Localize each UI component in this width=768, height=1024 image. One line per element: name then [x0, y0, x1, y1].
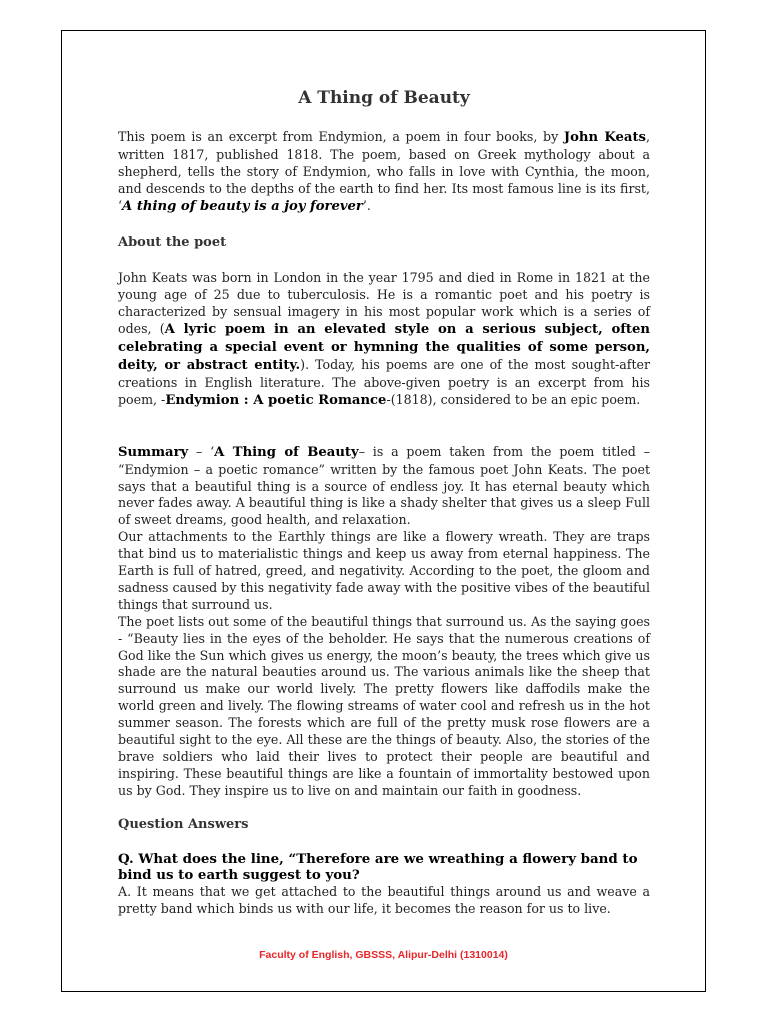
summary-text-2: – is a poem taken from the poem titled – “Endymion – a poetic romance” written by the famous poet John Keats. The poet says that a beautiful thing is a source of endless joy. It has eternal beauty which never fades away. A beautiful thing is like a shady shelter that gives us a sleep Full of sweet dreams, good health, and relaxation. — [118, 443, 650, 528]
qa-heading: Question Answers — [118, 816, 249, 832]
about-text-1: John Keats was born in London in the year 1795 and died in Rome in 1821 at the young age of 25 due to tuberculosis. He is a romantic poet and his poetry is characterized by sensual imagery in his most popular work which is a series of odes, ( — [118, 270, 650, 337]
about-paragraph — [118, 270, 650, 409]
intro-text-3: ’. — [362, 197, 371, 213]
question-text: Q. What does the line, “Therefore are we wreathing a flowery band to bind us to earth suggest to you? — [118, 850, 638, 884]
about-heading: About the poet — [118, 234, 227, 250]
intro-text-1: This poem is an excerpt from Endymion, a poem in four books, by — [118, 129, 564, 144]
document-content — [118, 87, 650, 917]
author-name: John Keats — [563, 130, 646, 145]
about-text-2: ). Today, his poems are one of the most sought-after creations in English literature. The above-given poetry is an excerpt from his poem, - — [118, 356, 650, 407]
ode-definition: A lyric poem in an elevated style on a serious subject, often celebrating a special event or hymning the qualities of some person, deity, or abstract entity. — [118, 322, 651, 373]
summary-text-1: – ‘ — [188, 443, 215, 459]
intro-text-2: , written 1817, published 1818. The poem, based on Greek mythology about a shepherd, tells the story of Endymion, who falls in love with Cynthia, the moon, and descends to the depths of the earth to find her. Its most famous line is its first, ‘ — [118, 129, 650, 213]
famous-line: A thing of beauty is a joy forever — [122, 198, 363, 214]
intro-paragraph — [118, 129, 650, 216]
summary-paragraph-1 — [118, 444, 650, 530]
footer-text: Faculty of English, GBSSS, Alipur-Delhi (1310014) — [259, 949, 508, 961]
page-title: A Thing of Beauty — [298, 88, 470, 108]
document-page — [61, 30, 706, 992]
about-text-3: -(1818), considered to be an epic poem. — [386, 391, 641, 407]
answer-text: A. It means that we get attached to the beautiful things around us and weave a pretty band which binds us with our life, it becomes the reason for us to live. — [118, 883, 650, 916]
summary-paragraph-3: The poet lists out some of the beautiful things that surround us. As the saying goes - “Beauty lies in the eyes of the beholder. He says that the numerous creations of God like the Sun which gives us energy, the moon’s beauty, the trees which give us shade are the natural beauties around us. The various animals like the sheep that surround us make our world lively. The pretty flowers like daffodils make the world green and lively. The flowing streams of water cool and refresh us in the hot summer season. The forests which are full of the pretty musk rose flowers are a beautiful sight to the eye. All these are the things of beauty. Also, the stories of the brave soldiers who laid their lives to protect their people are beautiful and inspiring. These beautiful things are like a fountain of immortality bestowed upon us by God. They inspire us to live on and maintain our faith in goodness. — [118, 613, 650, 798]
summary-paragraph-2: Our attachments to the Earthly things are like a flowery wreath. They are traps that bind us to materialistic things and keep us away from eternal happiness. The Earth is full of hatred, greed, and negativity. According to the poet, the gloom and sadness caused by this negativity fade away with the positive vibes of the beautiful things that surround us. — [118, 529, 650, 612]
poem-name: Endymion : A poetic Romance — [165, 392, 387, 408]
summary-poem-title: A Thing of Beauty — [214, 444, 359, 460]
summary-label: Summary — [118, 444, 189, 460]
